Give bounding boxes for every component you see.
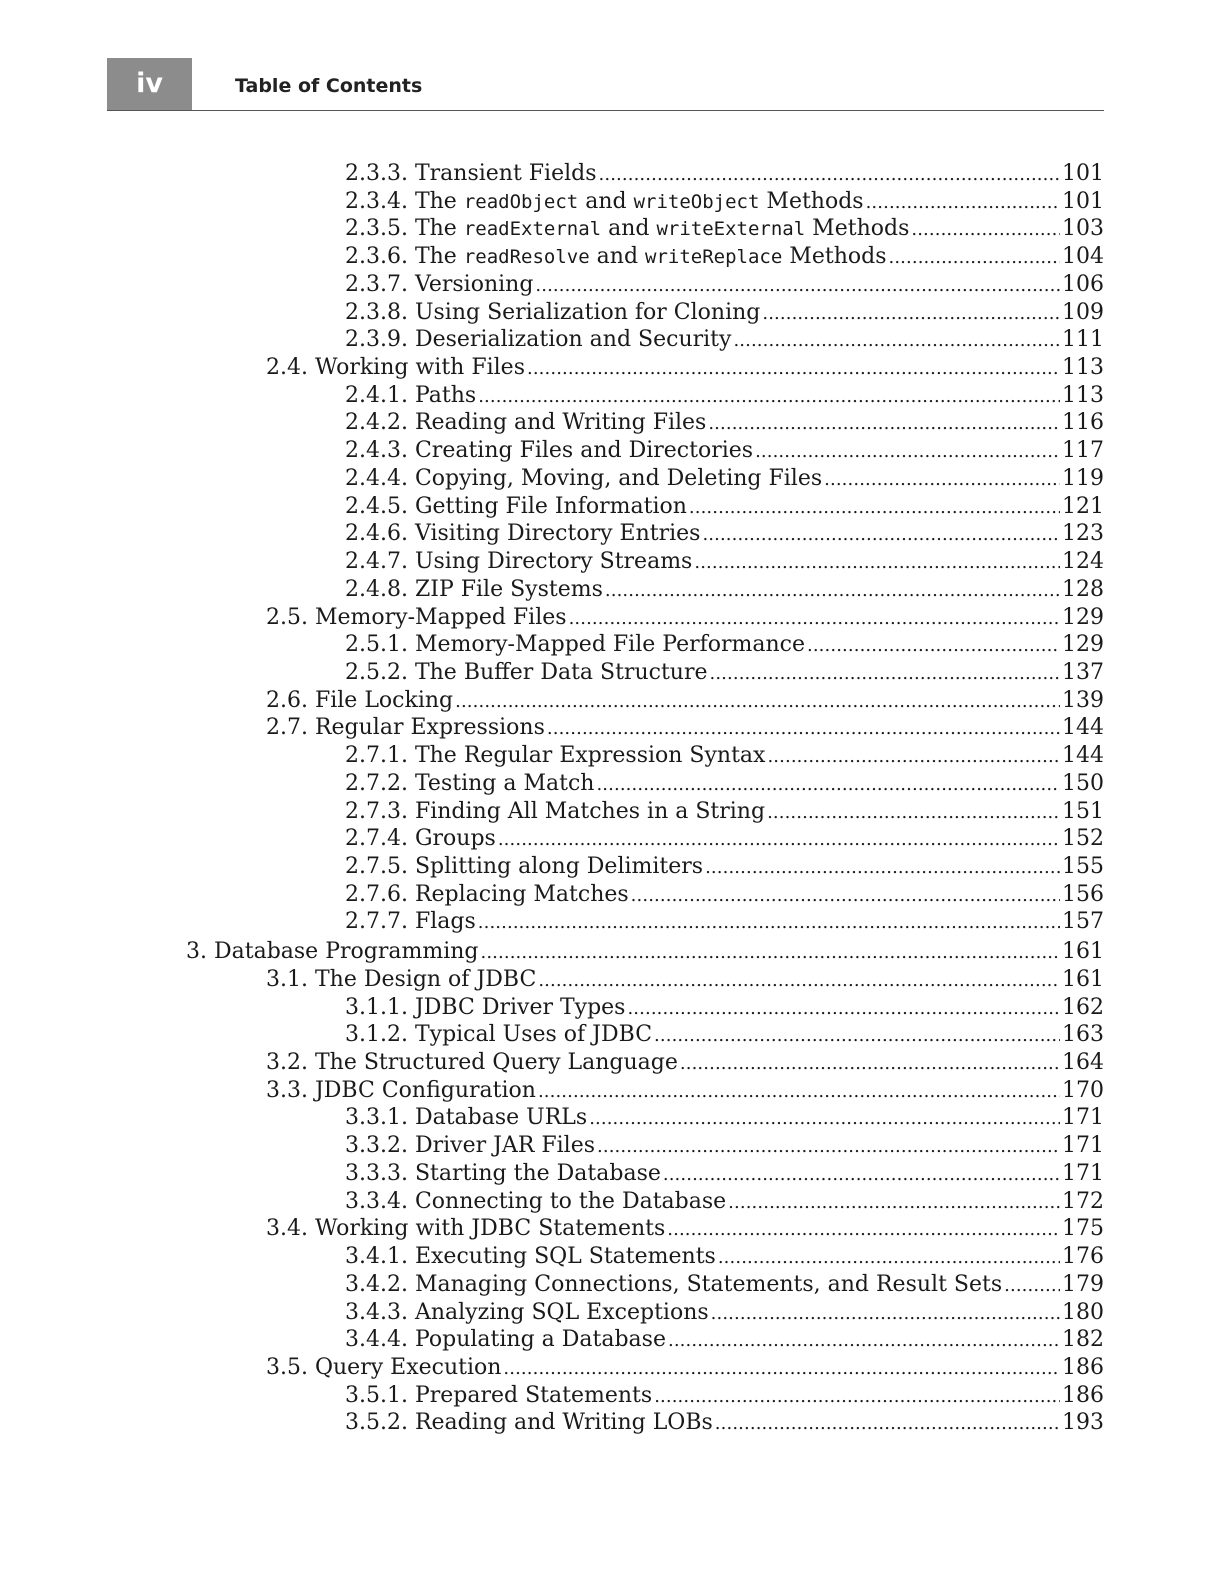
toc-entry-text: 2.7.6. Replacing Matches — [345, 881, 629, 907]
toc-entry-text: 3.3. JDBC Configuration — [266, 1077, 536, 1103]
toc-entry-title — [345, 1382, 652, 1410]
toc-entry-title — [345, 160, 597, 188]
toc-entry-page: 137 — [1062, 659, 1104, 685]
toc-entry-title — [345, 1104, 587, 1132]
toc-entry — [345, 1409, 1104, 1437]
toc-entry-title — [266, 687, 453, 715]
toc-entry-title — [345, 1160, 661, 1188]
dot-leader — [1004, 1271, 1060, 1300]
toc-entry-title — [266, 714, 545, 742]
toc-entry-text: 2.7.7. Flags — [345, 909, 476, 935]
toc-entry-page: 161 — [1062, 939, 1104, 965]
toc-entry — [345, 742, 1104, 770]
toc-entry — [266, 714, 1104, 742]
dot-leader — [718, 1243, 1060, 1272]
toc-entry-text: 3.4.2. Managing Connections, Statements, and Result Sets — [345, 1271, 1003, 1297]
toc-entry-page: 180 — [1062, 1299, 1104, 1325]
toc-entry-page: 170 — [1062, 1077, 1104, 1103]
toc-entry-code-text: readResolve — [463, 246, 590, 269]
dot-leader — [569, 604, 1060, 633]
toc-entry-title — [345, 409, 706, 437]
toc-entry-page: 193 — [1062, 1410, 1104, 1436]
toc-entry-text: and — [589, 244, 646, 270]
toc-entry-page: 176 — [1062, 1244, 1104, 1270]
dot-leader — [654, 1021, 1060, 1050]
toc-entry — [345, 881, 1104, 909]
toc-entry-title — [345, 994, 625, 1022]
toc-entry-text: 2.6. File Locking — [266, 687, 454, 713]
toc-entry-text: 2.4.8. ZIP File Systems — [345, 576, 603, 602]
toc-entry-title — [266, 966, 536, 994]
toc-entry-page: 103 — [1062, 216, 1104, 242]
toc-entry-code-text: writeReplace — [645, 246, 783, 269]
toc-entry — [345, 188, 1104, 216]
running-title: Table of Contents — [235, 75, 423, 97]
toc-entry — [266, 966, 1104, 994]
toc-entry-text: 3.5.2. Reading and Writing LOBs — [345, 1410, 713, 1436]
toc-entry-text: 2.4.2. Reading and Writing Files — [345, 410, 707, 436]
toc-entry — [345, 1299, 1104, 1327]
dot-leader — [705, 853, 1060, 882]
toc-entry-text: 2.3.5. The — [345, 216, 464, 242]
toc-entry-title — [345, 825, 496, 853]
dot-leader — [527, 354, 1060, 383]
toc-entry-page: 171 — [1062, 1160, 1104, 1186]
toc-entry-title — [345, 188, 864, 217]
toc-entry-text: 3.3.1. Database URLs — [345, 1105, 588, 1131]
toc-entry — [345, 548, 1104, 576]
toc-entry — [266, 1077, 1104, 1105]
dot-leader — [807, 631, 1060, 660]
toc-entry-page: 186 — [1062, 1354, 1104, 1380]
toc-entry — [345, 631, 1104, 659]
toc-entry — [345, 243, 1104, 271]
toc-entry-page: 175 — [1062, 1216, 1104, 1242]
toc-entry — [345, 908, 1104, 936]
toc-entry-page: 116 — [1062, 410, 1104, 436]
toc-entry — [345, 437, 1104, 465]
toc-entry-page: 156 — [1062, 881, 1104, 907]
toc-entry-page: 150 — [1062, 770, 1104, 796]
toc-entry-text: 3.4. Working with JDBC Statements — [266, 1216, 666, 1242]
toc-entry-text: 2.7.2. Testing a Match — [345, 770, 595, 796]
toc-entry-title — [345, 1409, 713, 1437]
dot-leader — [755, 437, 1060, 466]
toc-entry-page: 104 — [1062, 244, 1104, 270]
toc-entry-text: 2.4.4. Copying, Moving, and Deleting Files — [345, 465, 823, 491]
toc-entry-title — [345, 881, 629, 909]
toc-entry-title — [345, 271, 533, 299]
toc-entry-text: and — [601, 216, 657, 242]
dot-leader — [481, 938, 1061, 967]
toc-entry-text: 2.7.4. Groups — [345, 826, 496, 852]
toc-entry — [345, 1104, 1104, 1132]
toc-entry-text: 2.7. Regular Expressions — [266, 715, 545, 741]
toc-entry-code-text: writeExternal — [656, 218, 806, 241]
toc-entry-text: 2.4.6. Visiting Directory Entries — [345, 521, 701, 547]
toc-entry-text: 2.4. Working with Files — [266, 355, 525, 381]
toc-entry-page: 182 — [1062, 1327, 1104, 1353]
toc-entry — [345, 160, 1104, 188]
dot-leader — [767, 798, 1060, 827]
toc-entry-title — [345, 770, 594, 798]
toc-entry-title — [345, 631, 805, 659]
toc-entry-page: 124 — [1062, 549, 1104, 575]
toc-entry-page: 129 — [1062, 632, 1104, 658]
toc-entry — [345, 798, 1104, 826]
toc-entry-page: 129 — [1062, 604, 1104, 630]
toc-entry-text: 3.4.1. Executing SQL Statements — [345, 1244, 716, 1270]
toc-entry — [266, 1354, 1104, 1382]
dot-leader — [605, 576, 1060, 605]
toc-entry-page: 186 — [1062, 1382, 1104, 1408]
toc-entry-text: 2.3.7. Versioning — [345, 271, 534, 297]
toc-entry-page: 144 — [1062, 715, 1104, 741]
toc-entry-text: 2.4.7. Using Directory Streams — [345, 549, 693, 575]
dot-leader — [547, 714, 1060, 743]
dot-leader — [478, 908, 1060, 937]
toc-entry-title — [345, 1271, 1002, 1299]
toc-entry-title — [345, 853, 703, 881]
dot-leader — [728, 1188, 1060, 1217]
toc-entry-text: 2.3.3. Transient Fields — [345, 161, 597, 186]
dot-leader — [597, 1132, 1060, 1161]
toc-entry — [345, 299, 1104, 327]
toc-entry-text: 2.5.2. The Buffer Data Structure — [345, 659, 708, 685]
toc-entry-page: 144 — [1062, 743, 1104, 769]
dot-leader — [455, 687, 1060, 716]
toc-entry-title — [345, 520, 700, 548]
toc-entry-text: 2.7.1. The Regular Expression Syntax — [345, 743, 766, 769]
dot-leader — [866, 188, 1060, 217]
toc-entry-page: 163 — [1062, 1022, 1104, 1048]
toc-entry-page: 117 — [1062, 438, 1104, 464]
toc-entry — [266, 604, 1104, 632]
toc-entry-text: 3.5. Query Execution — [266, 1354, 502, 1380]
toc-entry-code-text: readExternal — [463, 218, 602, 241]
toc-entry-page: 139 — [1062, 687, 1104, 713]
toc-entry — [345, 1382, 1104, 1410]
toc-entry — [345, 493, 1104, 521]
toc-entry-text: 3. Database Programming — [186, 939, 479, 965]
toc-entry-title — [266, 1215, 665, 1243]
toc-entry-title — [345, 742, 765, 770]
toc-entry — [345, 576, 1104, 604]
toc-entry — [345, 326, 1104, 354]
toc-entry-page: 101 — [1062, 161, 1104, 186]
toc-entry-page: 101 — [1062, 188, 1104, 214]
toc-entry-title — [266, 604, 567, 632]
dot-leader — [680, 1049, 1060, 1078]
dot-leader — [589, 1104, 1060, 1133]
dot-leader — [538, 1077, 1060, 1106]
toc-entry-title — [345, 1326, 666, 1354]
dot-leader — [663, 1160, 1060, 1189]
dot-leader — [689, 493, 1060, 522]
dot-leader — [702, 520, 1060, 549]
dot-leader — [733, 326, 1060, 355]
dot-leader — [599, 160, 1060, 189]
toc-entry — [186, 938, 1104, 966]
dot-leader — [668, 1326, 1060, 1355]
toc-entry-code-text: writeObject — [633, 190, 760, 213]
toc-entry-text: 2.7.3. Finding All Matches in a String — [345, 798, 766, 824]
toc-entry — [345, 465, 1104, 493]
toc-entry — [266, 1215, 1104, 1243]
toc-entry-page: 113 — [1062, 382, 1104, 408]
toc-entry-title — [345, 326, 731, 354]
toc-entry-page: 121 — [1062, 493, 1104, 519]
toc-entry-page: 179 — [1062, 1271, 1104, 1297]
dot-leader — [694, 548, 1060, 577]
toc-entry — [345, 1021, 1104, 1049]
toc-entry-page: 119 — [1062, 465, 1104, 491]
toc-entry-title — [345, 576, 603, 604]
toc-entry — [345, 853, 1104, 881]
toc-entry-title — [345, 215, 909, 244]
toc-entry-title — [345, 243, 886, 272]
dot-leader — [503, 1354, 1060, 1383]
toc-entry-text: 2.7.5. Splitting along Delimiters — [345, 854, 704, 879]
toc-entry — [345, 520, 1104, 548]
toc-entry-text: 2.3.6. The — [345, 244, 464, 270]
toc-entry-title — [345, 908, 476, 936]
dot-leader — [631, 881, 1060, 910]
toc-entry-text: 3.3.4. Connecting to the Database — [345, 1188, 727, 1214]
toc-entry — [266, 1049, 1104, 1077]
page-header — [107, 58, 1104, 111]
toc-entry — [345, 994, 1104, 1022]
dot-leader — [478, 382, 1060, 411]
toc-entry-page: 171 — [1062, 1105, 1104, 1131]
toc-entry-title — [345, 1188, 726, 1216]
toc-entry — [266, 354, 1104, 382]
dot-leader — [667, 1215, 1060, 1244]
toc-entry — [345, 825, 1104, 853]
toc-entry-page: 171 — [1062, 1133, 1104, 1159]
toc-entry — [345, 271, 1104, 299]
toc-entry-title — [345, 1132, 595, 1160]
dot-leader — [888, 243, 1060, 272]
toc-entry — [345, 770, 1104, 798]
toc-entry-title — [266, 1077, 536, 1105]
toc-entry-text: 3.1.1. JDBC Driver Types — [345, 994, 626, 1020]
toc-entry — [345, 215, 1104, 243]
toc-entry — [345, 409, 1104, 437]
toc-entry — [345, 1326, 1104, 1354]
toc-entry-text: 2.4.5. Getting File Information — [345, 493, 687, 519]
toc-entry-title — [345, 1021, 652, 1049]
toc-entry-title — [345, 659, 707, 687]
dot-leader — [654, 1382, 1060, 1411]
toc-entry-text: 2.3.9. Deserialization and Security — [345, 327, 732, 353]
toc-entry-text: 3.5.1. Prepared Statements — [345, 1382, 653, 1408]
dot-leader — [824, 465, 1060, 494]
toc-entry-text: 2.3.8. Using Serialization for Cloning — [345, 299, 761, 325]
toc-entry-title — [345, 548, 692, 576]
toc-entry-text: Methods — [759, 188, 864, 214]
toc-entry-page: 172 — [1062, 1188, 1104, 1214]
toc-entry-text: 3.1. The Design of JDBC — [266, 966, 537, 992]
toc-entry-text: Methods — [805, 216, 910, 242]
toc-entry-text: 2.5.1. Memory-Mapped File Performance — [345, 632, 805, 658]
toc-entry-text: 2.4.1. Paths — [345, 382, 477, 408]
toc-entry-title — [345, 798, 765, 826]
toc-entry-text: 3.4.4. Populating a Database — [345, 1327, 666, 1353]
toc-entry-title — [345, 437, 753, 465]
toc-entry-text: 3.3.3. Starting the Database — [345, 1160, 661, 1186]
toc-entry-title — [266, 1354, 501, 1382]
toc-entry — [345, 1243, 1104, 1271]
toc-entry-text: 2.4.3. Creating Files and Directories — [345, 438, 754, 464]
toc-entry-title — [186, 938, 479, 966]
dot-leader — [711, 1299, 1060, 1328]
dot-leader — [498, 825, 1060, 854]
toc-entry — [345, 382, 1104, 410]
toc-entry-code-text: readObject — [463, 190, 579, 213]
dot-leader — [709, 659, 1060, 688]
toc-entry-text: 2.3.4. The — [345, 188, 464, 214]
toc-entry-title — [345, 1299, 709, 1327]
toc-entry-page: 151 — [1062, 798, 1104, 824]
dot-leader — [767, 742, 1060, 771]
toc-entry — [345, 1271, 1104, 1299]
toc-entry-text: and — [578, 188, 634, 214]
toc-entry-page: 161 — [1062, 966, 1104, 992]
toc-entry-title — [345, 382, 476, 410]
dot-leader — [627, 994, 1060, 1023]
toc-entry-title — [266, 1049, 678, 1077]
toc-entry-page: 157 — [1062, 909, 1104, 935]
dot-leader — [715, 1409, 1060, 1438]
toc-entry-page: 113 — [1062, 355, 1104, 381]
toc-entry-page: 164 — [1062, 1050, 1104, 1076]
dot-leader — [708, 409, 1060, 438]
toc-entry-title — [345, 465, 822, 493]
toc-entry-page: 109 — [1062, 299, 1104, 325]
toc-entry-title — [345, 299, 760, 327]
toc-entry-page: 106 — [1062, 271, 1104, 297]
dot-leader — [762, 299, 1060, 328]
toc-entry-page: 111 — [1062, 327, 1104, 353]
toc-entry-text: 3.1.2. Typical Uses of JDBC — [345, 1022, 653, 1048]
toc-entry-page: 155 — [1062, 854, 1104, 879]
dot-leader — [911, 215, 1060, 244]
toc-entry-text: Methods — [782, 244, 887, 270]
toc-entry — [345, 1188, 1104, 1216]
dot-leader — [596, 770, 1060, 799]
toc-entry-title — [266, 354, 525, 382]
toc-entry-text: 3.4.3. Analyzing SQL Exceptions — [345, 1299, 709, 1325]
dot-leader — [535, 271, 1060, 300]
toc-entry-page: 123 — [1062, 521, 1104, 547]
toc-entry — [345, 1132, 1104, 1160]
toc-entry-title — [345, 1243, 716, 1271]
toc-entry — [266, 687, 1104, 715]
toc-entry-title — [345, 493, 687, 521]
dot-leader — [538, 966, 1060, 995]
toc-entry-page: 128 — [1062, 576, 1104, 602]
page-number-badge: iv — [107, 58, 192, 110]
toc-entry-page: 162 — [1062, 994, 1104, 1020]
toc-entry-text: 2.5. Memory-Mapped Files — [266, 604, 567, 630]
toc-entry-text: 3.3.2. Driver JAR Files — [345, 1133, 596, 1159]
toc-entry-page: 152 — [1062, 826, 1104, 852]
toc-entry — [345, 1160, 1104, 1188]
toc-entry — [345, 659, 1104, 687]
toc-entry-text: 3.2. The Structured Query Language — [266, 1050, 678, 1076]
